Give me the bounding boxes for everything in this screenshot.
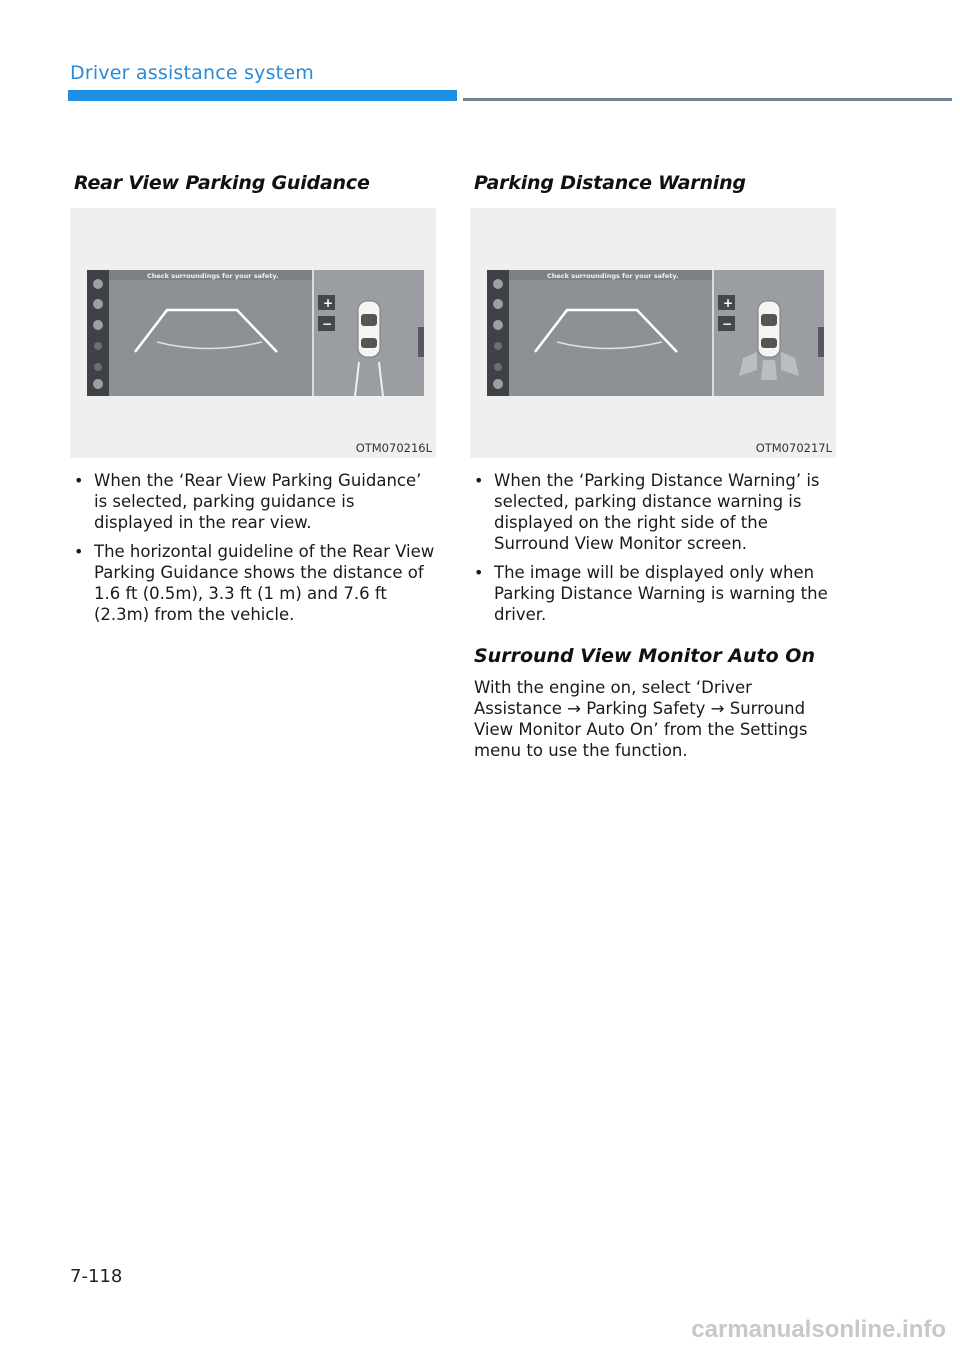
camera-screen (87, 270, 424, 396)
header-rule-grey (463, 98, 952, 101)
parking-view-icon[interactable] (94, 363, 102, 371)
zoom-in-label: + (323, 296, 334, 310)
screen-banner: Check surroundings for your safety. (147, 272, 279, 280)
section-title-parking-distance: Parking Distance Warning (474, 172, 746, 194)
right-column (470, 172, 836, 761)
zoom-out-label: − (322, 317, 333, 331)
subsection-title-auto-on: Surround View Monitor Auto On (474, 645, 815, 667)
list-item: • When the ‘Parking Distance Warning’ is selected, parking distance warning is displayed on the right side of the Surround View Monitor screen. (470, 470, 836, 554)
parking-view-icon[interactable] (493, 299, 503, 309)
parking-view-icon[interactable] (93, 320, 103, 330)
parking-view-icon[interactable] (493, 279, 503, 289)
parking-view-icon[interactable] (494, 342, 502, 350)
screen-banner: Check surroundings for your safety. (547, 272, 679, 280)
running-header: Driver assistance system (70, 62, 314, 84)
header-rule-blue (68, 90, 457, 101)
parking-view-icon[interactable] (94, 342, 102, 350)
settings-gear-icon[interactable] (93, 379, 103, 389)
vehicle-top-view-icon (758, 301, 780, 357)
parking-view-icon[interactable] (93, 299, 103, 309)
page-number: 7-118 (70, 1266, 123, 1287)
vehicle-top-view-icon (358, 301, 380, 357)
section-title-rear-view: Rear View Parking Guidance (74, 172, 370, 194)
figure-code: OTM070217L (755, 441, 832, 455)
zoom-out-label: − (722, 317, 733, 331)
parking-view-icon[interactable] (93, 279, 103, 289)
parking-view-icon[interactable] (494, 363, 502, 371)
parking-view-icon[interactable] (493, 320, 503, 330)
camera-screen (487, 270, 824, 396)
bullet-list (470, 470, 836, 625)
left-column (70, 172, 436, 633)
figure-rear-view (70, 208, 436, 458)
list-item: • The image will be displayed only when Parking Distance Warning is warning the driver. (470, 562, 836, 625)
body-paragraph: With the engine on, select ‘Driver Assistance → Parking Safety → Surround View Monitor Auto On’ from the Settings menu to use the function. (474, 678, 808, 760)
zoom-in-label: + (723, 296, 734, 310)
list-item: • When the ‘Rear View Parking Guidance’ is selected, parking guidance is displayed in the rear view. (70, 470, 436, 533)
settings-gear-icon[interactable] (493, 379, 503, 389)
figure-code: OTM070216L (355, 441, 432, 455)
bullet-list (70, 470, 436, 625)
figure-parking-distance (470, 208, 836, 458)
list-item: • The horizontal guideline of the Rear View Parking Guidance shows the distance of 1.6 ft (0.5m), 3.3 ft (1 m) and 7.6 ft (2.3m) from the vehicle. (70, 541, 436, 625)
watermark: carmanualsonline.info (691, 1316, 946, 1343)
